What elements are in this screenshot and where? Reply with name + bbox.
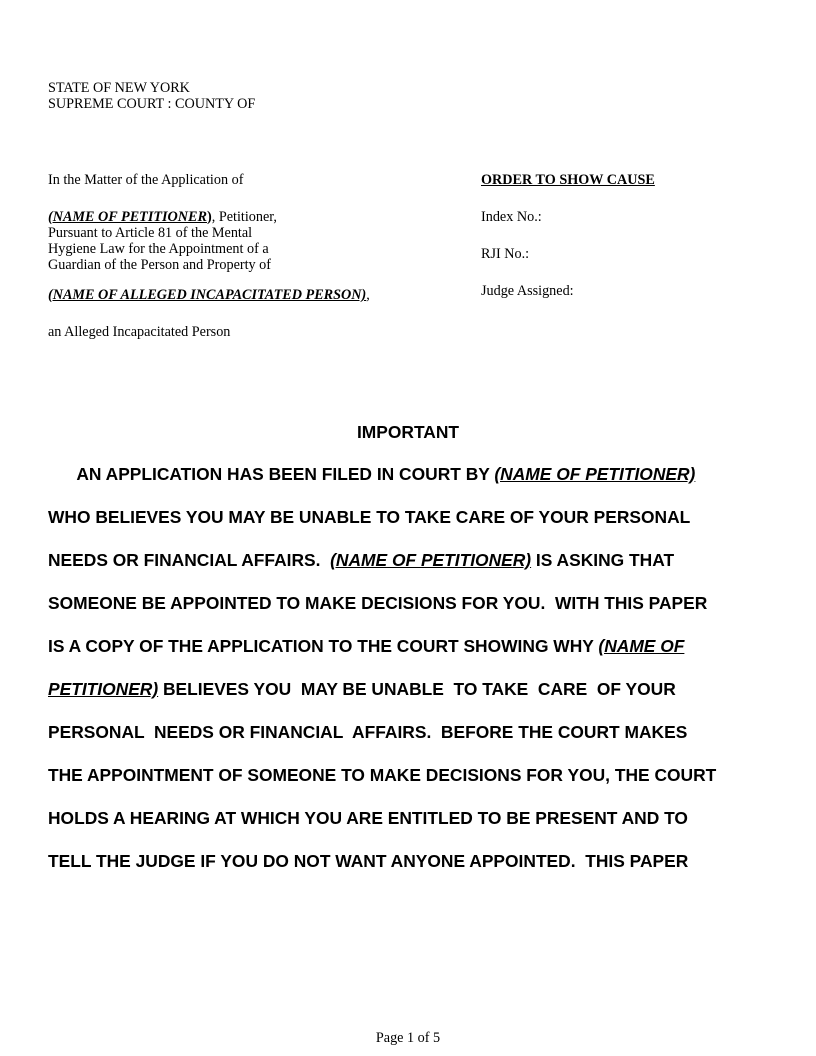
court-line: SUPREME COURT : COUNTY OF — [48, 96, 256, 112]
caption-right — [481, 172, 655, 299]
notice-text: BELIEVES YOU MAY BE UNABLE TO TAKE CARE OF YOUR — [158, 679, 676, 699]
judge-assigned: Judge Assigned: — [481, 283, 574, 299]
notice-text: NEEDS OR FINANCIAL AFFAIRS. — [48, 550, 331, 570]
notice-line — [48, 464, 695, 485]
notice-line — [48, 507, 690, 528]
placeholder-name: (NAME OF PETITIONER) — [330, 550, 532, 570]
notice-text: AN APPLICATION HAS BEEN FILED IN COURT BY — [48, 464, 495, 484]
index-number: Index No.: — [481, 209, 542, 225]
aip-line — [48, 287, 370, 303]
petitioner-line — [48, 209, 370, 225]
notice-text: HOLDS A HEARING AT WHICH YOU ARE ENTITLED TO BE PRESENT AND TO — [48, 808, 688, 828]
pursuant-line-2: Hygiene Law for the Appointment of a — [48, 241, 269, 257]
petitioner-name: (NAME OF PETITIONER — [48, 209, 207, 225]
notice-text: THE APPOINTMENT OF SOMEONE TO MAKE DECISIONS FOR YOU, THE COURT — [48, 765, 717, 785]
notice-line — [48, 808, 688, 829]
important-heading: IMPORTANT — [356, 422, 460, 442]
page-number: Page 1 of 5 — [375, 1030, 441, 1046]
aip-name: (NAME OF ALLEGED INCAPACITATED PERSON) — [48, 287, 367, 303]
notice-text: WHO BELIEVES YOU MAY BE UNABLE TO TAKE CARE OF YOUR PERSONAL — [48, 507, 691, 527]
matter-line: In the Matter of the Application of — [48, 172, 244, 188]
document-title: ORDER TO SHOW CAUSE — [481, 172, 655, 188]
caption-left — [48, 172, 370, 340]
placeholder-name: PETITIONER) — [48, 679, 159, 699]
notice-text: PERSONAL NEEDS OR FINANCIAL AFFAIRS. BEFORE THE COURT MAKES — [48, 722, 688, 742]
state-line: STATE OF NEW YORK — [48, 80, 190, 96]
notice-text: SOMEONE BE APPOINTED TO MAKE DECISIONS FOR YOU. WITH THIS PAPER — [48, 593, 708, 613]
petitioner-suffix: , Petitioner, — [211, 209, 277, 225]
notice-line — [48, 636, 684, 657]
notice-line — [48, 550, 674, 571]
notice-text: TELL THE JUDGE IF YOU DO NOT WANT ANYONE APPOINTED. THIS PAPER — [48, 851, 689, 871]
notice-line — [48, 679, 676, 700]
pursuant-line-1: Pursuant to Article 81 of the Mental — [48, 225, 253, 241]
notice-text: IS A COPY OF THE APPLICATION TO THE COURT SHOWING WHY — [48, 636, 599, 656]
notice-line — [48, 765, 716, 786]
rji-number: RJI No.: — [481, 246, 530, 262]
aip-suffix: , — [366, 287, 370, 303]
aip-description: an Alleged Incapacitated Person — [48, 324, 231, 340]
placeholder-name: (NAME OF — [598, 636, 685, 656]
pursuant-line-3: Guardian of the Person and Property of — [48, 257, 272, 273]
notice-line — [48, 593, 707, 614]
notice-text: IS ASKING THAT — [531, 550, 675, 570]
petitioner-paren: ) — [206, 209, 212, 225]
placeholder-name: (NAME OF PETITIONER) — [494, 464, 696, 484]
notice-line — [48, 722, 687, 743]
notice-line — [48, 851, 688, 872]
court-header — [48, 80, 255, 112]
